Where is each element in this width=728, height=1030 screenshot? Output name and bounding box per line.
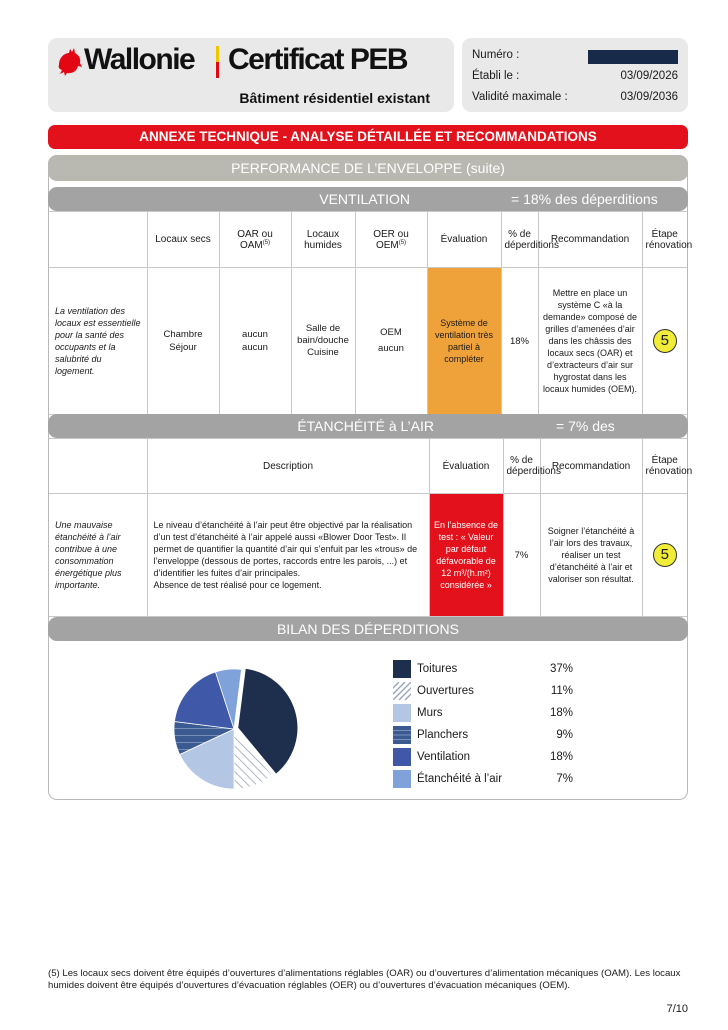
header-pct: % de déperditions xyxy=(501,212,538,268)
oer-footnote-ref: (5) xyxy=(398,239,407,246)
legend-label: Étanchéité à l’air xyxy=(417,773,503,785)
etancheite-bar xyxy=(48,414,688,458)
header-etape: Étape rénovation xyxy=(642,212,687,268)
legend-item xyxy=(393,726,593,744)
etancheite-etape-cell xyxy=(642,494,687,617)
legend-label: Planchers xyxy=(417,729,469,741)
numero-redacted xyxy=(588,50,678,64)
legend-label: Toitures xyxy=(417,663,458,675)
legend-item xyxy=(393,682,593,700)
header-info-panel xyxy=(462,38,688,112)
legend-value: 11% xyxy=(550,685,573,697)
ventilation-recommandation: Mettre en place un système C «à la demande» composé de grilles d’amenées d’air dans les châssis des locaux secs (OAR) et d’extracteurs d’air sur hygrostat dans les locaux humides (OEM). xyxy=(538,268,642,415)
ventilation-locaux-humides: Salle de bain/douche Cuisine xyxy=(291,268,355,415)
legend-value: 37% xyxy=(549,663,573,675)
header-evaluation: Évaluation xyxy=(427,212,501,268)
ventilation-title: VENTILATION xyxy=(319,191,410,207)
etancheite-title: ÉTANCHÉITÉ à L’AIR xyxy=(297,418,434,434)
legend-label: Ventilation xyxy=(417,751,471,763)
legend-item xyxy=(393,704,593,722)
wallonie-rooster-icon xyxy=(55,47,83,77)
oar-footnote-ref: (5) xyxy=(262,239,271,246)
legend-swatch xyxy=(393,770,411,788)
legend-swatch xyxy=(393,748,411,766)
validite-value: 03/09/2036 xyxy=(620,91,678,103)
etancheite-table xyxy=(49,438,693,617)
brand-separator xyxy=(216,46,219,78)
ventilation-pct: = 18% des déperditions xyxy=(511,191,658,207)
legend-item xyxy=(393,660,593,678)
ventilation-bar xyxy=(48,187,688,211)
etancheite-recommandation: Soigner l’étanchéité à l’air lors des travaux, réaliser un test d’étanchéité à l’air et valoriser son résultat. xyxy=(540,494,642,617)
legend-value: 18% xyxy=(549,751,573,763)
header-description: Description xyxy=(147,439,429,494)
validite-label: Validité maximale : xyxy=(472,91,568,103)
annex-title: ANNEXE TECHNIQUE - ANALYSE DÉTAILLÉE ET RECOMMANDATIONS xyxy=(48,125,688,149)
brand-certificat-peb: Certificat PEB xyxy=(228,43,408,76)
legend-item xyxy=(393,748,593,766)
deperditions-pie-chart xyxy=(160,655,310,805)
header-brand-panel xyxy=(48,38,454,112)
etancheite-description: Le niveau d’étanchéité à l’air peut être objectivé par la réalisation d’un test d’étanchéité à l’air appelé aussi «Blower Door Test». Il permet de quantifier la quantité d’air qui s’enfuit par les «trous» de l’enveloppe (dessous de portes, raccords entre les parois, ...) et d’identifier les fuites d’air principales. Absence de test réalisé pour ce logement. xyxy=(147,494,429,617)
legend-item xyxy=(393,770,593,788)
etancheite-side-note: Une mauvaise étanchéité à l’air contribue à une consommation énergétique plus importante. xyxy=(49,494,147,617)
legend-swatch xyxy=(393,682,411,700)
etabli-value: 03/09/2026 xyxy=(620,70,678,82)
header-locaux-humides: Locaux humides xyxy=(291,212,355,268)
ventilation-oar: aucun aucun xyxy=(219,268,291,415)
etabli-row xyxy=(472,68,678,86)
renovation-step-badge-2: 5 xyxy=(653,543,677,567)
ventilation-pct-value: 18% xyxy=(501,268,538,415)
performance-title: PERFORMANCE DE L’ENVELOPPE (suite) xyxy=(48,155,688,181)
etancheite-evaluation: En l’absence de test : « Valeur par défaut défavorable de 12 m³/(h.m²) considérée » xyxy=(429,494,503,617)
ventilation-oer: OEM aucun xyxy=(355,268,427,415)
ventilation-evaluation: Système de ventilation très partiel à compléter xyxy=(427,268,501,415)
legend-label: Ouvertures xyxy=(417,685,474,697)
header-oar-oam: OAR ou OAM$^{(5)}$ xyxy=(219,212,291,268)
etancheite-pct: = 7% des déperditions xyxy=(556,418,633,458)
legend-value: 7% xyxy=(556,773,573,785)
ventilation-table xyxy=(49,211,693,415)
etancheite-pct-value: 7% xyxy=(503,494,540,617)
validite-row xyxy=(472,89,678,107)
numero-row xyxy=(472,47,678,65)
numero-label: Numéro : xyxy=(472,49,520,61)
ventilation-side-note: La ventilation des locaux est essentielle pour la santé des occupants et la salubrité du logement. xyxy=(49,268,147,415)
header-oer-oem: OER ou OEM$^{(5)}$ xyxy=(355,212,427,268)
page-number: 7/10 xyxy=(666,1003,688,1015)
brand-wallonie: Wallonie xyxy=(84,43,195,76)
header-pct-2: % de déperditions xyxy=(503,439,540,494)
legend-label: Murs xyxy=(417,707,443,719)
ventilation-locaux-secs: Chambre Séjour xyxy=(147,268,219,415)
renovation-step-badge: 5 xyxy=(653,329,677,353)
etancheite-header-blank xyxy=(49,439,147,494)
legend-swatch xyxy=(393,660,411,678)
legend-value: 18% xyxy=(549,707,573,719)
legend-swatch xyxy=(393,726,411,744)
footnote: (5) Les locaux secs doivent être équipés d’ouvertures d’alimentations réglables (OAR) ou d’ouvertures d’alimentation mécaniques (OAM). Les locaux humides doivent être équipés d’ouvertures d’évacuation réglables (OER) ou d’ouvertures d’évacuation mécaniques (OEM). xyxy=(48,968,681,991)
etabli-label: Établi le : xyxy=(472,70,520,82)
bilan-title: BILAN DES DÉPERDITIONS xyxy=(48,617,688,641)
header-locaux-secs: Locaux secs xyxy=(147,212,219,268)
header-evaluation-2: Évaluation xyxy=(429,439,503,494)
ventilation-header-blank xyxy=(49,212,147,268)
legend-swatch xyxy=(393,704,411,722)
legend-value: 9% xyxy=(556,729,573,741)
header-recommandation: Recommandation xyxy=(538,212,642,268)
header-recommandation-2: Recommandation xyxy=(540,439,642,494)
header-subtitle: Bâtiment résidentiel existant xyxy=(239,90,430,106)
header-etape-2: Étape rénovation xyxy=(642,439,687,494)
ventilation-etape-cell xyxy=(642,268,687,415)
